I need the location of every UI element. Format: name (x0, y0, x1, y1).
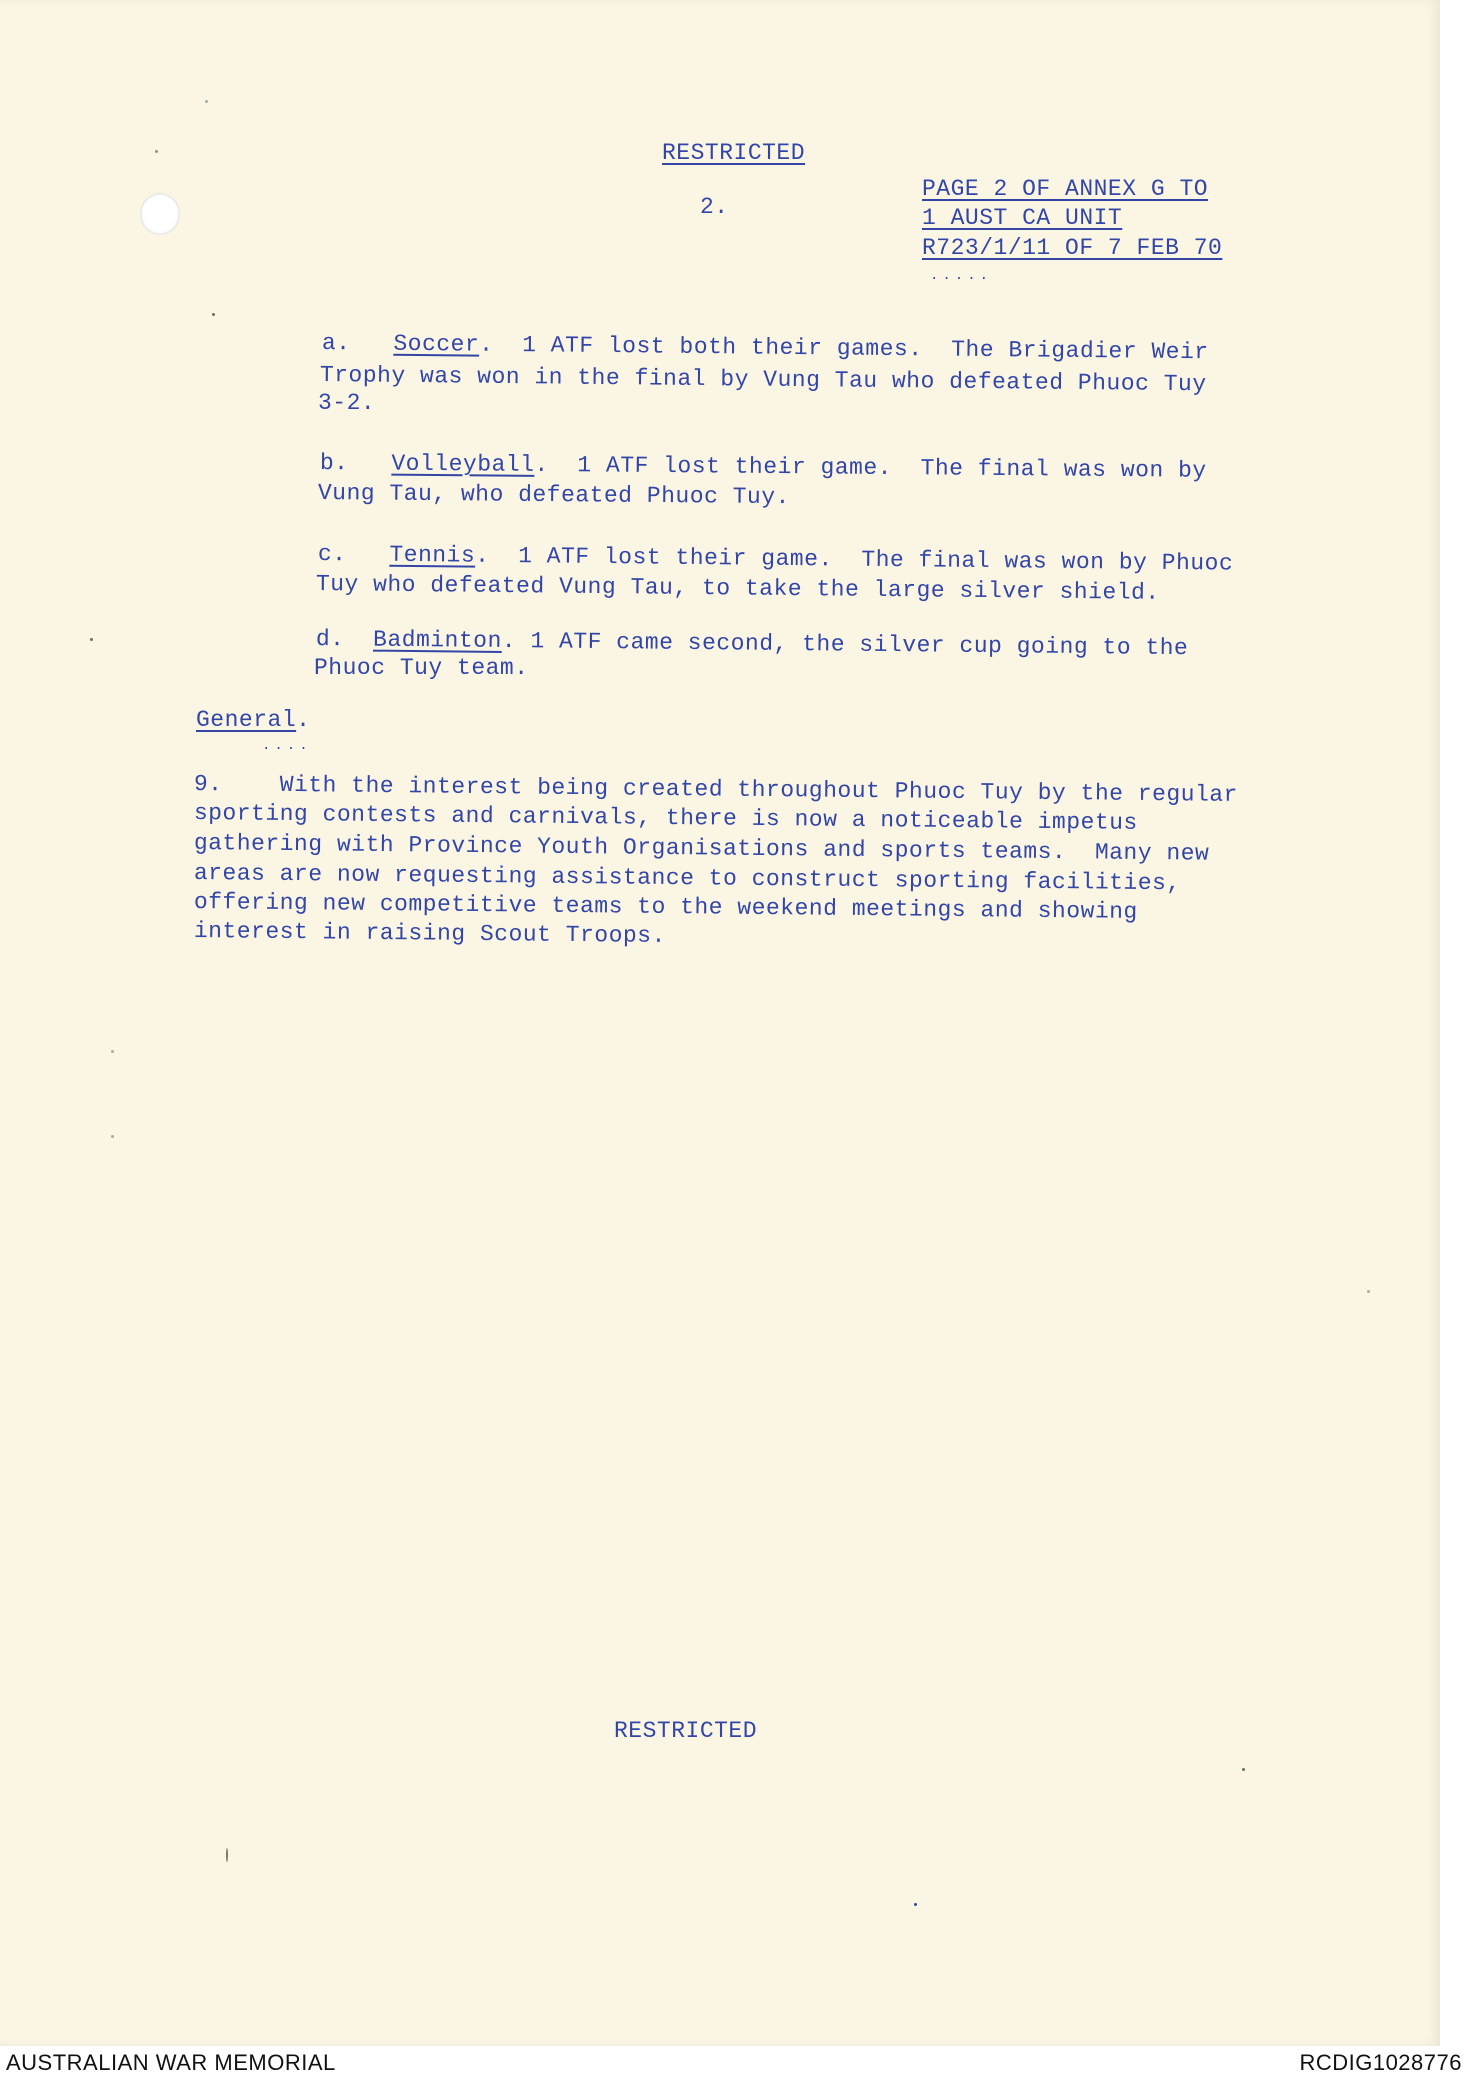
reference-line-3: R723/1/11 OF 7 FEB 70 (922, 235, 1223, 261)
general-para-line-4: areas are now requesting assistance to construct sporting facilities, (193, 860, 1181, 897)
paper-speck (1242, 1768, 1245, 1771)
classification-bottom: RESTRICTED (614, 1718, 758, 1744)
paper-speck (212, 313, 215, 316)
item-c-line-2: Tuy who defeated Vung Tau, to take the large silver shield. (315, 571, 1160, 606)
paper-speck (205, 100, 208, 103)
item-b-line-1 (320, 452, 1207, 482)
punch-hole (140, 193, 180, 235)
general-para-line-6: interest in raising Scout Troops. (193, 918, 666, 949)
item-title: Tennis (389, 541, 476, 569)
para-number: 9. (193, 771, 223, 798)
item-d-line-2: Phuoc Tuy team. (314, 655, 529, 681)
item-text: . 1 ATF lost both their games. The Brigadier Weir (479, 331, 1209, 366)
item-a-line-2: Trophy was won in the final by Vung Tau who defeated Phuoc Tuy (319, 362, 1207, 398)
page-number: 2. (700, 194, 729, 220)
item-c-line-1 (318, 543, 1234, 575)
paper-speck (155, 150, 158, 153)
general-para-line-5: offering new competitive teams to the weekend meetings and showing (193, 889, 1138, 925)
reference-line-2: 1 AUST CA UNIT (922, 205, 1123, 231)
footer-institution: AUSTRALIAN WAR MEMORIAL (6, 2050, 336, 2075)
item-letter: d. (315, 626, 345, 653)
item-b-line-2: Vung Tau, who defeated Phuoc Tuy. (317, 480, 790, 511)
footer-record-id: RCDIG1028776 (1299, 2050, 1462, 2075)
classification-top: RESTRICTED (662, 140, 806, 166)
paper-speck (1367, 1290, 1370, 1293)
item-a-line-3: 3-2. (318, 390, 376, 416)
item-text: . 1 ATF lost their game. The final was won by (534, 451, 1207, 484)
item-title: Soccer (393, 330, 480, 358)
item-text: . 1 ATF lost their game. The final was won by Phuoc (475, 542, 1234, 577)
item-a-line-1 (321, 330, 1209, 366)
paper-mark (226, 1848, 228, 1862)
paper-speck (111, 1050, 114, 1053)
item-title: Badminton (372, 626, 502, 654)
decorative-dots: .... (262, 738, 312, 754)
general-para-line-1: 9. With the interest being created throughout Phuoc Tuy by the regular (193, 771, 1239, 808)
paper-speck (90, 638, 93, 641)
item-text: . 1 ATF came second, the silver cup going to the (501, 627, 1189, 662)
item-letter: a. (321, 330, 351, 357)
reference-line-1: PAGE 2 OF ANNEX G TO (922, 176, 1209, 202)
decorative-dots: ..... (930, 268, 993, 284)
general-heading: General. (196, 707, 311, 733)
general-para-line-2: sporting contests and carnivals, there is now a noticeable impetus (193, 800, 1138, 836)
item-title: Volleyball (391, 450, 535, 478)
general-para-line-3: gathering with Province Youth Organisations and sports teams. Many new (193, 830, 1210, 867)
item-letter: b. (319, 450, 349, 477)
paper-speck (914, 1903, 917, 1906)
item-letter: c. (317, 541, 347, 568)
paper-speck (111, 1135, 114, 1138)
